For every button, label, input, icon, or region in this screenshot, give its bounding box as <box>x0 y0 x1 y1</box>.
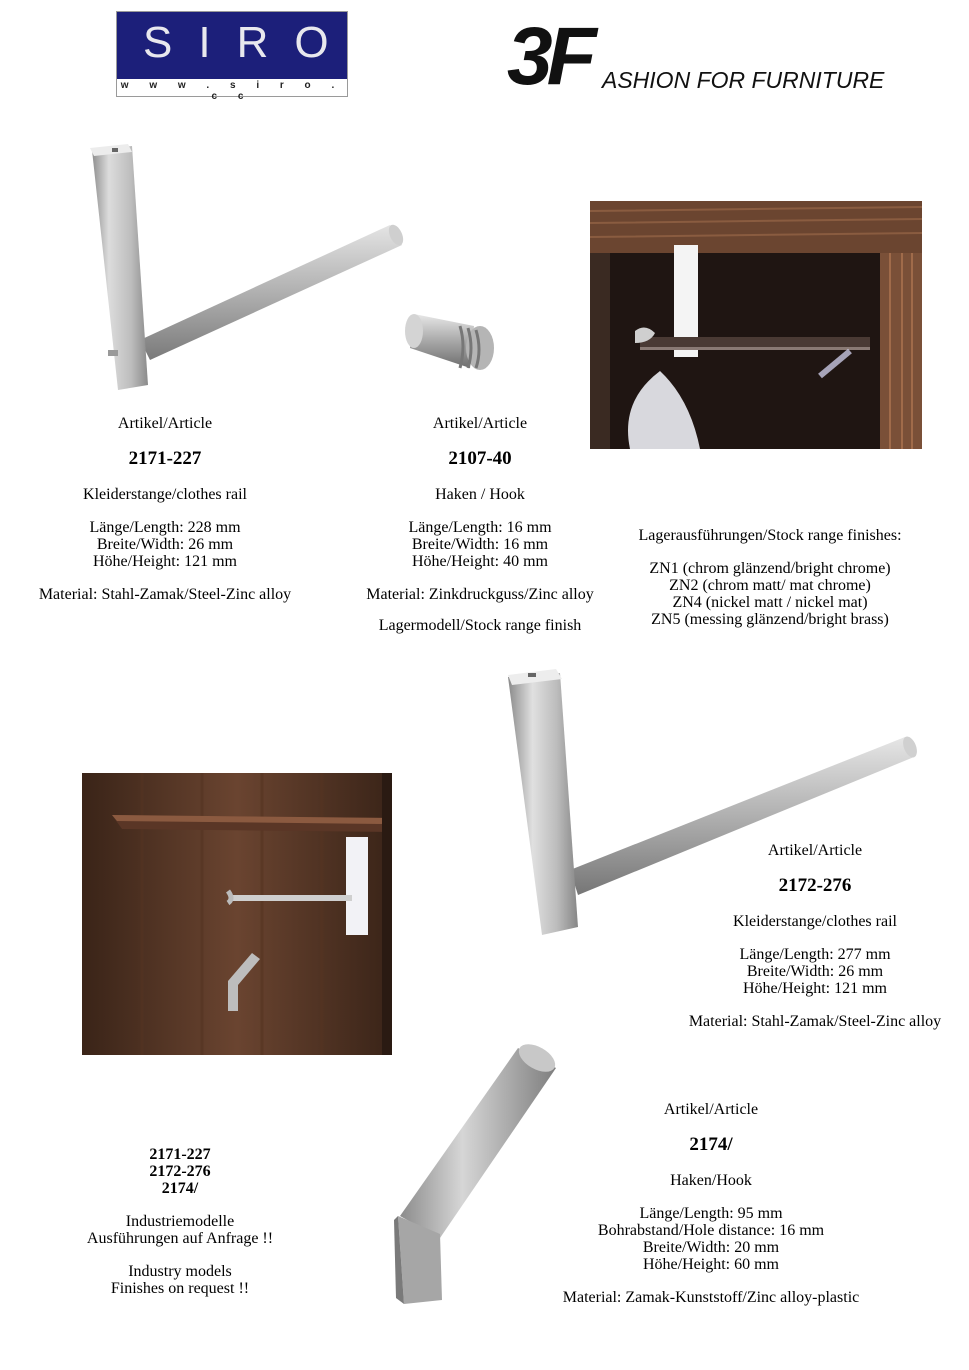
article-code: 2172-276 <box>778 875 852 896</box>
article-label: Artikel/Article <box>767 842 863 859</box>
industry-en-line1: Industry models <box>128 1263 232 1280</box>
article-type: Kleiderstange/clothes rail <box>733 913 897 930</box>
brand-logo-mark: 3F <box>507 11 591 102</box>
article-length: Länge/Length: 16 mm <box>408 519 552 536</box>
hook-image-2107-40 <box>402 296 508 376</box>
article-material: Material: Stahl-Zamak/Steel-Zinc alloy <box>38 586 292 603</box>
article-2172-276-details <box>670 842 960 1030</box>
industry-models <box>60 1146 300 1297</box>
article-code: 2174/ <box>689 1134 733 1155</box>
brand-logo-3f <box>507 11 885 102</box>
wardrobe-photo-1 <box>590 201 922 449</box>
industry-de-line2: Ausführungen auf Anfrage !! <box>86 1230 274 1247</box>
article-height: Höhe/Height: 121 mm <box>743 980 887 997</box>
article-width: Breite/Width: 16 mm <box>411 536 549 553</box>
finishes-title: Lagerausführungen/Stock range finishes: <box>638 527 902 544</box>
article-label: Artikel/Article <box>432 415 528 432</box>
article-height: Höhe/Height: 60 mm <box>643 1256 779 1273</box>
article-length: Länge/Length: 228 mm <box>89 519 241 536</box>
industry-code: 2174/ <box>161 1180 199 1197</box>
article-label: Artikel/Article <box>663 1101 759 1118</box>
article-2107-40-details <box>345 415 615 634</box>
clothes-rail-image-1 <box>80 140 410 395</box>
article-material: Material: Zinkdruckguss/Zinc alloy <box>366 586 594 603</box>
stock-finishes <box>620 527 920 628</box>
finish-item: ZN5 (messing glänzend/bright brass) <box>651 611 889 628</box>
article-2171-227-details <box>20 415 310 603</box>
article-length: Länge/Length: 95 mm <box>639 1205 783 1222</box>
finish-item: ZN1 (chrom glänzend/bright chrome) <box>649 560 891 577</box>
article-material: Material: Stahl-Zamak/Steel-Zinc alloy <box>688 1013 942 1030</box>
article-width: Breite/Width: 26 mm <box>96 536 234 553</box>
article-width: Breite/Width: 20 mm <box>642 1239 780 1256</box>
finish-item: ZN4 (nickel matt / nickel mat) <box>672 594 868 611</box>
article-label: Artikel/Article <box>117 415 213 432</box>
article-code: 2171-227 <box>128 448 202 469</box>
article-width: Breite/Width: 26 mm <box>746 963 884 980</box>
siro-logo-word: SIRO <box>143 18 355 67</box>
finish-item: ZN2 (chrom matt/ mat chrome) <box>669 577 871 594</box>
article-height: Höhe/Height: 121 mm <box>93 553 237 570</box>
article-2174-details <box>545 1101 877 1306</box>
industry-code: 2172-276 <box>149 1163 211 1180</box>
industry-en-line2: Finishes on request !! <box>110 1280 250 1297</box>
article-material: Material: Zamak-Kunststoff/Zinc alloy-plastic <box>562 1289 860 1306</box>
article-type: Haken / Hook <box>435 486 525 503</box>
article-type: Haken/Hook <box>670 1172 752 1189</box>
article-type: Kleiderstange/clothes rail <box>83 486 247 503</box>
brand-logo-tagline: ASHION FOR FURNITURE <box>602 67 885 93</box>
article-note: Lagermodell/Stock range finish <box>378 617 582 634</box>
article-hole-distance: Bohrabstand/Hole distance: 16 mm <box>597 1222 825 1239</box>
wardrobe-photo-2 <box>82 773 392 1055</box>
article-height: Höhe/Height: 40 mm <box>412 553 548 570</box>
article-length: Länge/Length: 277 mm <box>739 946 891 963</box>
siro-logo <box>116 11 355 102</box>
industry-de-line1: Industriemodelle <box>125 1213 235 1230</box>
article-code: 2107-40 <box>448 448 512 469</box>
industry-code: 2171-227 <box>149 1146 211 1163</box>
hook-image-2174 <box>390 1038 565 1310</box>
siro-logo-url: w w w . s i r o . c c <box>120 80 344 102</box>
